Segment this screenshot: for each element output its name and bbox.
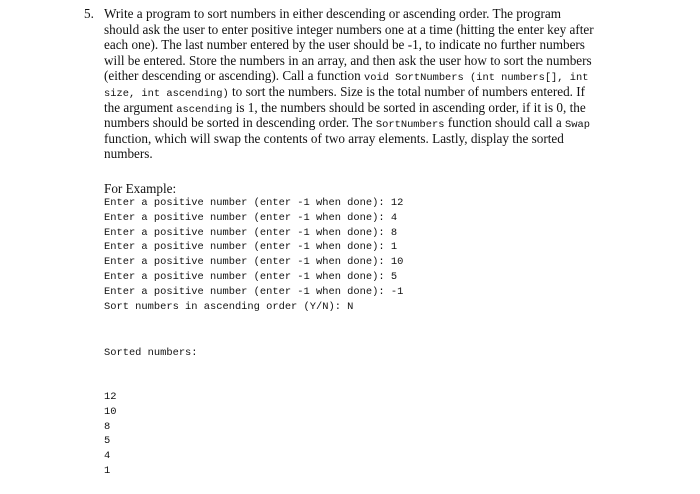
- problem-line: [104, 131, 624, 147]
- console-line: Enter a positive number (enter -1 when done): 4: [104, 211, 398, 224]
- text-segment: (either descending or ascending). Call a function: [104, 68, 364, 84]
- problem-number: 5.: [84, 6, 94, 21]
- console-line: Enter a positive number (enter -1 when done): 10: [104, 256, 404, 269]
- inline-code: size, int ascending): [104, 87, 229, 100]
- problem-paragraph: [104, 6, 624, 162]
- console-line: Sort numbers in ascending order (Y/N): N: [104, 300, 354, 313]
- inline-code: SortNumbers: [375, 119, 445, 132]
- text-segment: function, which will swap the contents of two array elements. Lastly, display the sorted: [104, 130, 564, 146]
- problem-line: [104, 22, 624, 38]
- text-segment: function should call a: [444, 115, 565, 131]
- problem-line: [104, 100, 624, 116]
- problem-line: [104, 37, 624, 53]
- sorted-output: [104, 316, 198, 494]
- problem-line: [104, 115, 624, 131]
- console-line: Enter a positive number (enter -1 when done): 8: [104, 226, 398, 239]
- sorted-heading: Sorted numbers:: [104, 346, 198, 359]
- text-segment: numbers.: [104, 146, 153, 162]
- text-segment: Write a program to sort numbers in either descending or ascending order. The program: [104, 6, 561, 21]
- problem-line: [104, 84, 624, 100]
- sorted-value: 4: [104, 450, 111, 463]
- sorted-value: 8: [104, 420, 111, 433]
- console-line: Enter a positive number (enter -1 when done): 1: [104, 241, 398, 254]
- console-line: Enter a positive number (enter -1 when done): 5: [104, 270, 398, 283]
- problem-line: [104, 146, 624, 162]
- console-line: Enter a positive number (enter -1 when done): -1: [104, 285, 404, 298]
- sorted-values-list: [104, 390, 198, 479]
- text-segment: to sort the numbers. Size is the total number of numbers entered. If: [228, 83, 586, 99]
- text-segment: the argument: [104, 99, 177, 115]
- problem-line: [104, 6, 624, 22]
- console-line: Enter a positive number (enter -1 when done): 12: [104, 197, 404, 209]
- console-output: [104, 196, 403, 314]
- example-heading: For Example:: [104, 181, 177, 196]
- inline-code: ascending: [176, 103, 233, 116]
- text-segment: will be entered. Store the numbers in an array, and then ask the user how to sort the numbers: [104, 52, 592, 68]
- problem-line: [104, 68, 624, 84]
- inline-code: void SortNumbers (int numbers[], int: [364, 72, 589, 85]
- inline-code: Swap: [564, 119, 590, 132]
- text-segment: should ask the user to enter positive integer numbers one at a time (hitting the enter key after: [104, 21, 594, 37]
- sorted-value: 12: [104, 390, 117, 403]
- problem-line: [104, 53, 624, 69]
- text-segment: numbers should be sorted in descending order. The: [104, 115, 376, 131]
- sorted-value: 1: [104, 464, 111, 477]
- text-segment: is 1, the numbers should be sorted in ascending order, if it is 0, the: [232, 99, 586, 115]
- text-segment: each one). The last number entered by the user should be -1, to indicate no further numbers: [104, 37, 585, 53]
- sorted-value: 5: [104, 435, 111, 448]
- sorted-value: 10: [104, 405, 117, 418]
